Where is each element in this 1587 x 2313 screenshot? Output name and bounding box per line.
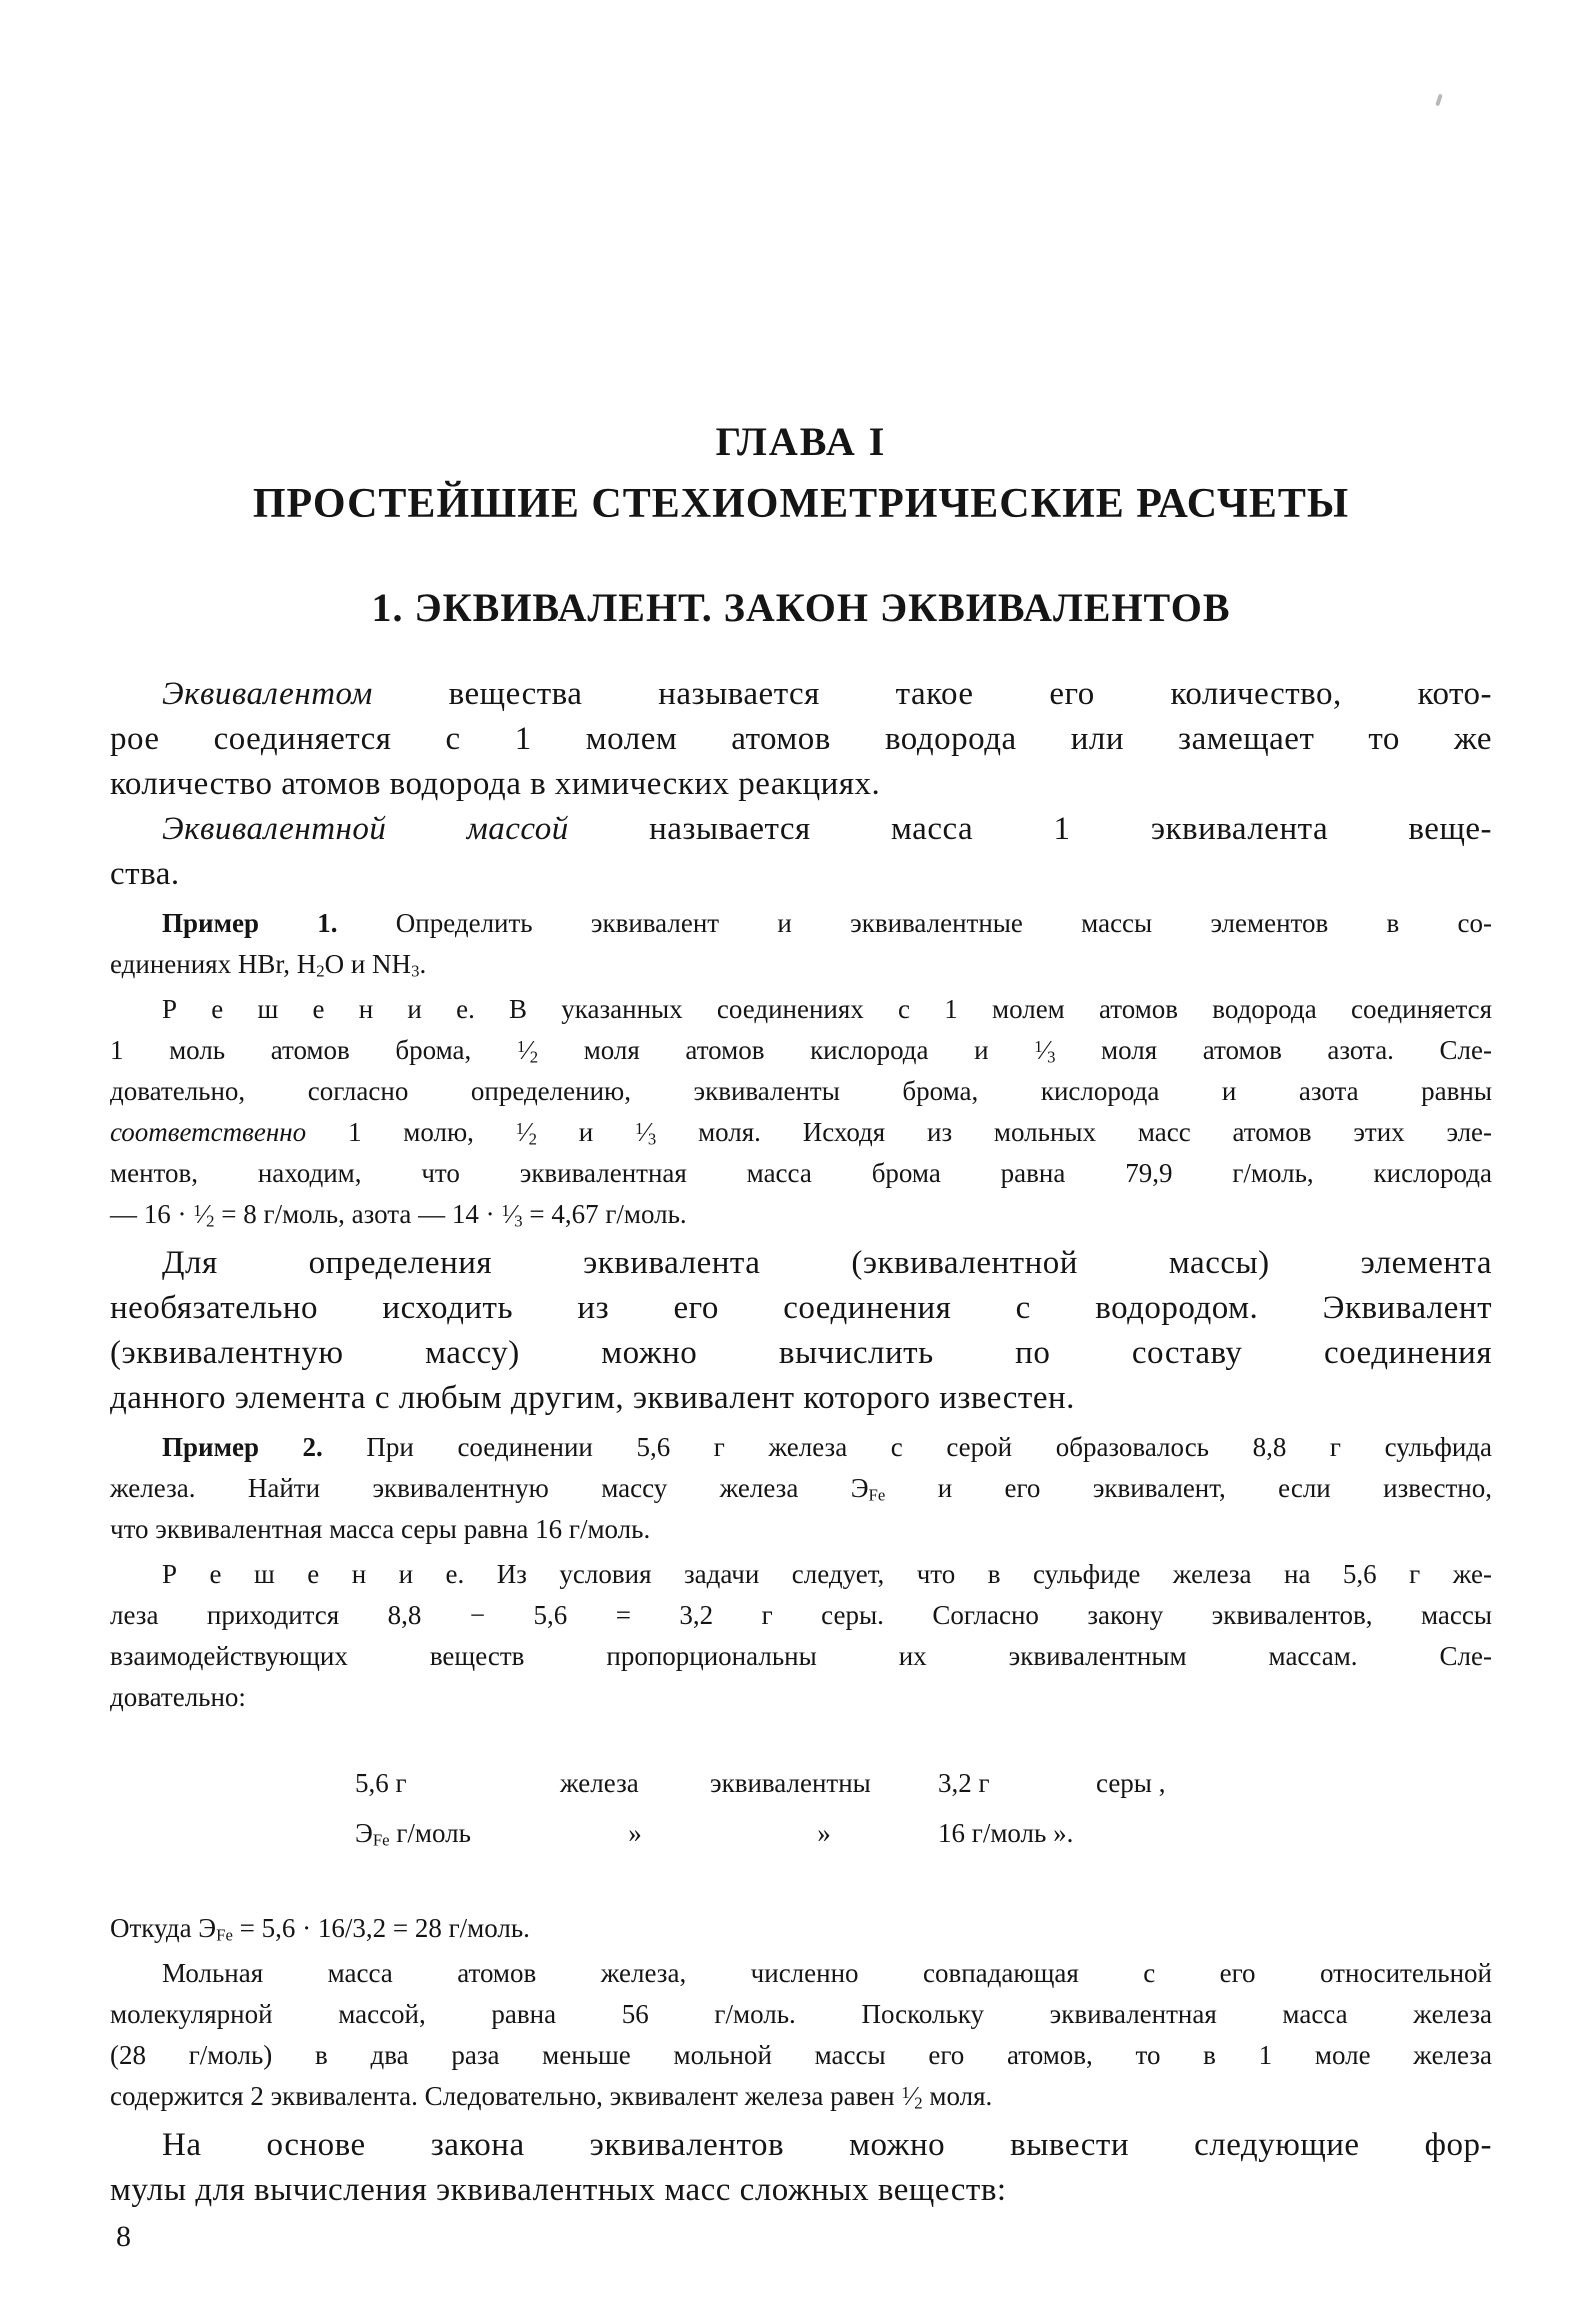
page-content	[110, 0, 1492, 2213]
text-segment: ⁄	[909, 2081, 915, 2111]
text-line	[110, 2076, 1492, 2117]
text-segment: Пример 1.	[162, 908, 338, 938]
text-line	[110, 1194, 1492, 1235]
para-molar-mass-iron	[110, 1953, 1492, 2117]
text-segment: соответственно	[110, 1117, 307, 1147]
text-line	[110, 1908, 1492, 1949]
chapter-label: ГЛАВА I	[715, 419, 887, 464]
text-line	[110, 1468, 1492, 1509]
text-line	[110, 1595, 1492, 1636]
text-segment: .	[419, 949, 427, 979]
subscript: 3	[647, 1129, 657, 1149]
text-line	[110, 1677, 1492, 1718]
text-line	[110, 807, 1492, 852]
text-segment: г/моль	[389, 1818, 471, 1848]
text-segment: 5,6 г	[355, 1768, 407, 1798]
text-segment: ⁄	[1042, 1035, 1048, 1065]
text-segment: моля.	[922, 2081, 993, 2111]
text-segment: и его эквивалент, если известно,	[885, 1473, 1492, 1503]
text-segment: моля. Исходя из мольных масс атомов этих эле-	[656, 1117, 1493, 1147]
text-line	[110, 989, 1492, 1030]
para-solution-2	[110, 1554, 1492, 1718]
text-segment: 3,2 г	[938, 1768, 990, 1798]
superscript: 1	[635, 1118, 644, 1138]
text-segment: Э	[355, 1818, 373, 1848]
text-segment: Определить эквивалент и эквивалентные массы элементов в со-	[337, 908, 1492, 938]
text-line	[110, 903, 1492, 944]
text-segment: моля атомов азота. Сле-	[1055, 1035, 1492, 1065]
text-line	[110, 1427, 1492, 1468]
text-line	[110, 717, 1492, 762]
text-segment: »	[817, 1818, 831, 1848]
subscript: Fe	[216, 1925, 233, 1945]
proportion-cell	[355, 1808, 560, 1858]
text-segment: = 4,67 г/моль.	[522, 1199, 687, 1229]
page-number: 8	[116, 2220, 131, 2253]
text-line	[110, 1994, 1492, 2035]
text-segment: вещества называется такое его количество, кото-	[372, 676, 1492, 712]
text-segment: Р е ш е н и е. В указанных соединениях с 1 молем атомов водорода соединяется	[162, 994, 1492, 1024]
text-line	[110, 1376, 1492, 1421]
text-line	[110, 1030, 1492, 1071]
text-segment: единениях HBr, H	[110, 949, 317, 979]
text-line	[110, 1554, 1492, 1595]
subscript: 2	[529, 1047, 539, 1067]
superscript: 1	[501, 1200, 510, 1220]
text-segment: ⁄	[524, 1117, 529, 1147]
text-segment: железа. Найти эквивалентную массу железа Э	[110, 1473, 869, 1503]
text-segment: ⁄	[643, 1117, 648, 1147]
superscript: 1	[193, 1200, 202, 1220]
text-line	[110, 1153, 1492, 1194]
text-line	[110, 1286, 1492, 1331]
text-segment: Эквивалентной массой	[162, 811, 569, 847]
proportion-row	[355, 1808, 1492, 1858]
text-segment: Мольная масса атомов железа, численно совпадающая с его относительной	[162, 1958, 1492, 1988]
proportion-table	[355, 1758, 1492, 1858]
chapter-title: ПРОСТЕЙШИЕ СТЕХИОМЕТРИЧЕСКИЕ РАСЧЕТЫ	[252, 481, 1350, 527]
text-segment: Р е ш е н и е. Из условия задачи следует, что в сульфиде железа на 5,6 г же-	[162, 1559, 1492, 1589]
text-segment: 1 молю,	[306, 1117, 516, 1147]
proportion-cell	[355, 1758, 560, 1808]
text-segment: железа	[560, 1768, 639, 1798]
text-line	[110, 1953, 1492, 1994]
text-line	[110, 2035, 1492, 2076]
text-line	[110, 1112, 1492, 1153]
subscript: 3	[514, 1211, 523, 1231]
text-segment: ⁄	[201, 1199, 207, 1229]
text-line	[110, 852, 1492, 897]
text-segment: 16 г/моль ».	[938, 1818, 1074, 1848]
superscript: 1	[1034, 1036, 1043, 1056]
text-segment: — 16 ·	[110, 1199, 194, 1229]
para-example-1	[110, 903, 1492, 985]
text-line	[110, 1509, 1492, 1550]
proportion-cell	[938, 1808, 1096, 1858]
text-segment: = 5,6 · 16/3,2 = 28 г/моль.	[232, 1913, 530, 1943]
text-segment: взаимодействующих веществ пропорциональны их эквивалентным массам. Сле-	[110, 1641, 1492, 1671]
superscript: 1	[516, 1036, 526, 1056]
text-segment: содержится 2 эквивалента. Следовательно, эквивалент железа равен	[110, 2081, 902, 2111]
para-definition-equivalent	[110, 672, 1492, 807]
text-segment: Для определения эквивалента (эквивалентной массы) элемента	[162, 1245, 1492, 1281]
text-segment: эквивалентны	[710, 1768, 871, 1798]
text-segment: довательно:	[110, 1682, 246, 1712]
text-line	[110, 1636, 1492, 1677]
text-segment: молекулярной массой, равна 56 г/моль. Поскольку эквивалентная масса железа	[110, 1999, 1492, 2029]
content-blocks	[110, 672, 1492, 2213]
subscript: 2	[316, 961, 325, 981]
text-segment: (эквивалентную массу) можно вычислить по составу соединения	[110, 1335, 1492, 1371]
text-segment: и	[536, 1117, 635, 1147]
proportion-cell	[710, 1758, 938, 1808]
text-segment: довательно, согласно определению, эквиваленты брома, кислорода и азота равны	[110, 1076, 1492, 1106]
text-segment: называется масса 1 эквивалента веще-	[568, 811, 1492, 847]
proportion-cell	[560, 1758, 710, 1808]
subscript: 2	[914, 2093, 923, 2113]
text-line	[110, 944, 1492, 985]
text-segment: моля атомов кислорода и	[538, 1035, 1035, 1065]
subscript: 2	[206, 1211, 215, 1231]
text-segment: леза приходится 8,8 − 5,6 = 3,2 г серы. Согласно закону эквивалентов, массы	[110, 1600, 1492, 1630]
subscript: 3	[1047, 1047, 1056, 1067]
text-segment: Эквивалентом	[162, 676, 373, 712]
text-segment: O и NH	[324, 949, 412, 979]
proportion-cell	[1096, 1808, 1492, 1858]
text-segment: На основе закона эквивалентов можно вывести следующие фор-	[162, 2127, 1492, 2163]
text-segment: При соединении 5,6 г железа с серой образовалось 8,8 г сульфида	[322, 1432, 1492, 1462]
subscript: 3	[411, 961, 420, 981]
text-segment: (28 г/моль) в два раза меньше мольной массы его атомов, то в 1 моле железа	[110, 2040, 1492, 2070]
subscript: Fe	[868, 1485, 886, 1505]
subscript: Fe	[372, 1830, 390, 1850]
text-line	[110, 672, 1492, 717]
text-line	[110, 1331, 1492, 1376]
text-line	[110, 1071, 1492, 1112]
text-segment: мулы для вычисления эквивалентных масс сложных веществ:	[110, 2172, 1007, 2208]
text-segment: рое соединяется с 1 молем атомов водорода или замещает то же	[110, 721, 1492, 757]
text-segment: ⁄	[525, 1035, 530, 1065]
para-solution-1	[110, 989, 1492, 1235]
text-segment: »	[628, 1818, 642, 1848]
para-theory-equivalent-from-any-compound	[110, 1241, 1492, 1421]
subscript: 2	[528, 1129, 537, 1149]
section-title: 1. ЭКВИВАЛЕНТ. ЗАКОН ЭКВИВАЛЕНТОВ	[371, 585, 1231, 630]
text-segment: 1 моль атомов брома,	[110, 1035, 517, 1065]
text-segment: Откуда Э	[110, 1913, 217, 1943]
proportion-cell	[710, 1808, 938, 1858]
para-definition-equivalent-mass	[110, 807, 1492, 897]
proportion-row	[355, 1758, 1492, 1808]
para-theory-formulas-intro	[110, 2123, 1492, 2213]
text-segment: ⁄	[509, 1199, 515, 1229]
para-example-2	[110, 1427, 1492, 1550]
text-line	[110, 2168, 1492, 2213]
para-otkuda-result	[110, 1908, 1492, 1949]
proportion-cell	[560, 1808, 710, 1858]
text-segment: ментов, находим, что эквивалентная масса брома равна 79,9 г/моль, кислорода	[110, 1158, 1492, 1188]
text-line	[110, 1241, 1492, 1286]
text-segment: Пример 2.	[162, 1432, 323, 1462]
superscript: 1	[901, 2082, 910, 2102]
proportion-cell	[1096, 1758, 1492, 1808]
text-segment: необязательно исходить из его соединения с водородом. Эквивалент	[110, 1290, 1492, 1326]
text-line	[110, 2123, 1492, 2168]
text-segment: серы ,	[1096, 1768, 1166, 1798]
text-segment: ства.	[110, 856, 180, 892]
text-segment: = 8 г/моль, азота — 14 ·	[214, 1199, 502, 1229]
proportion-cell	[938, 1758, 1096, 1808]
text-segment: что эквивалентная масса серы равна 16 г/моль.	[110, 1514, 651, 1544]
text-line	[110, 762, 1492, 807]
text-segment: количество атомов водорода в химических реакциях.	[110, 766, 881, 802]
superscript: 1	[515, 1118, 525, 1138]
text-segment: данного элемента с любым другим, эквивалент которого известен.	[110, 1380, 1075, 1416]
